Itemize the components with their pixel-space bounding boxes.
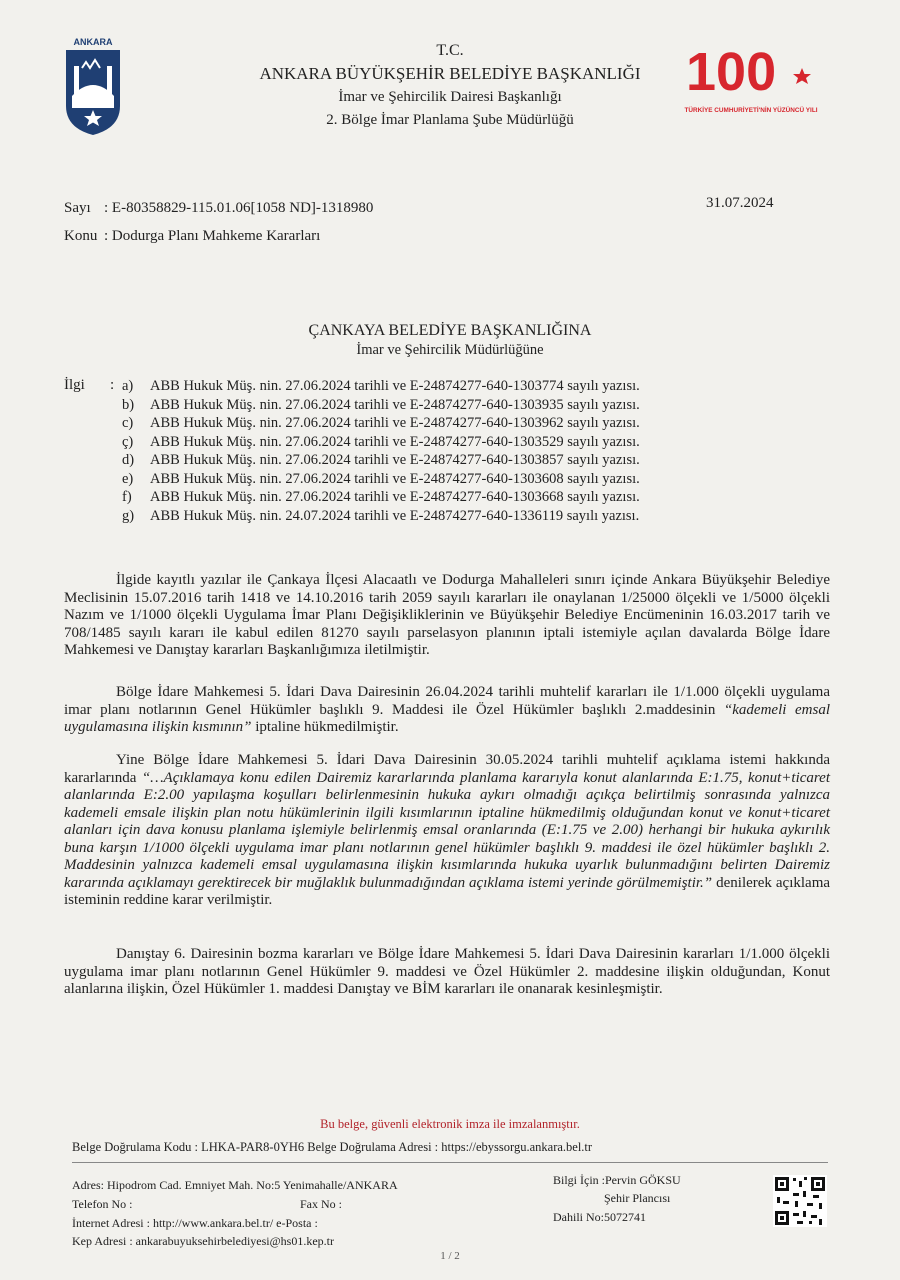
p2-quote: “kademeli emsal uygulamasına ilişkin kısmının” [64,701,830,735]
ilgi-item [122,415,640,434]
ilgi-letter: f) [122,489,132,505]
sayi-label: Sayı [64,200,91,216]
ilgi-item [122,434,640,453]
p3-text-b: denilerek açıklama isteminin reddine karar verilmiştir. [64,874,831,908]
ilgi-colon: : [110,377,115,393]
footer-internet: İnternet Adresi : http://www.ankara.bel.tr/ e-Posta : [72,1216,318,1230]
footer-contact-title: Şehir Plancısı [604,1191,671,1205]
p2-text-a: Bölge İdare Mahkemesi 5. İdari Dava Dairesinin 26.04.2024 tarihli muhtelif kararları ile 1/1.000 ölçekli uygulama imar planı notlarının Genel Hükümler başlıklı 9. Maddesi ile Özel Hükümler başlıklı 2.maddesinin [64,684,830,718]
p2-text-b: iptaline hükmedilmiştir. [255,719,399,735]
ilgi-label: İlgi [64,377,85,393]
header-institution: ANKARA BÜYÜKŞEHİR BELEDİYE BAŞKANLIĞI [259,64,641,83]
ilgi-letter: b) [122,396,135,413]
verification-line: Belge Doğrulama Kodu : LHKA-PAR8-0YH6 Belge Doğrulama Adresi : https://ebyssorgu.ankara.bel.tr [72,1140,593,1154]
body-paragraph-1: İlgide kayıtlı yazılar ile Çankaya İlçesi Alacaatlı ve Dodurga Mahalleleri sınırı içinde Ankara Büyükşehir Belediye Meclisinin 15.07.2016 tarih 1418 ve 14.10.2016 tarih 2059 sayılı kararları ile onaylanan 1/25000 ölçekli ve 1/5000 ölçekli Nazım ve 1/1000 ölçekli Uygulama İmar Planı Değişikliklerinin ve Büyükşehir Belediye Encümeninin 16.03.2017 tarih ve 708/1485 sayılı kararı ile kabul edilen 81270 sayılı parselasyon planının iptali istemiyle açılan davalarda Bölge İdare Mahkemesi ve Danıştay kararları Başkanlığımıza iletilmiştir. [64,572,830,658]
addressee-subtitle: İmar ve Şehircilik Müdürlüğüne [356,342,544,358]
ilgi-letter: a) [122,378,134,394]
konu-label: Konu [64,228,98,244]
body-paragraph-3 [64,752,830,910]
footer-phone: Telefon No : [72,1197,133,1211]
ilgi-text: ABB Hukuk Müş. nin. 27.06.2024 tarihli ve E-24874277-640-1303962 sayılı yazısı. [150,415,640,431]
ilgi-letter: g) [122,507,135,524]
footer-fax: Fax No : [300,1197,342,1211]
footer-address: Adres: Hipodrom Cad. Emniyet Mah. No:5 Yenimahalle/ANKARA [72,1178,398,1192]
footer-kep: Kep Adresi : ankarabuyuksehirbelediyesi@hs01.kep.tr [72,1234,334,1248]
ilgi-letter: e) [122,470,134,487]
ilgi-item [122,508,640,527]
ilgi-text: ABB Hukuk Müş. nin. 27.06.2024 tarihli ve E-24874277-640-1303608 sayılı yazısı. [150,470,640,487]
footer-contact-person: Bilgi İçin :Pervin GÖKSU [553,1173,681,1187]
footer-extension: Dahili No:5072741 [553,1210,646,1224]
ilgi-text: ABB Hukuk Müş. nin. 24.07.2024 tarihli ve E-24874277-640-1336119 sayılı yazısı. [150,507,640,524]
ilgi-letter: c) [122,415,134,431]
header-tc: T.C. [436,42,464,59]
header-branch: 2. Bölge İmar Planlama Şube Müdürlüğü [326,112,574,128]
esign-note: Bu belge, güvenli elektronik imza ile imzalanmıştır. [320,1117,580,1131]
p3-text-a: Yine Bölge İdare Mahkemesi 5. İdari Dava Dairesinin 30.05.2024 tarihli muhtelif açıklama istemi hakkında kararlarında [64,752,830,786]
ilgi-item [122,452,640,471]
centennial-caption: TÜRKİYE CUMHURİYETİ'NİN YÜZÜNCÜ YILI [684,107,818,114]
header-department: İmar ve Şehircilik Dairesi Başkanlığı [338,89,562,105]
centennial-logo [682,42,820,118]
page-number: 1 / 2 [440,1250,460,1262]
footer-divider [72,1162,828,1163]
ilgi-item [122,378,640,397]
ilgi-text: ABB Hukuk Müş. nin. 27.06.2024 tarihli ve E-24874277-640-1303529 sayılı yazısı. [150,433,640,450]
ilgi-text: ABB Hukuk Müş. nin. 27.06.2024 tarihli ve E-24874277-640-1303774 sayılı yazısı. [150,378,640,394]
ilgi-item [122,489,640,508]
ilgi-item [122,397,640,416]
body-paragraph-4: Danıştay 6. Dairesinin bozma kararları ve Bölge İdare Mahkemesi 5. İdari Dava Dairesinin kararları 1/1.000 ölçekli uygulama imar planı notlarının Genel Hükümler 9. maddesi ve Özel Hükümler 2. maddesine ilişkin olduğundan, Konut alanlarına ilişkin, Özel Hükümler 1. maddesi Danıştay ve BİM kararları ile onanarak kesinleşmiştir. [64,946,830,997]
konu-value: : Dodurga Planı Mahkeme Kararları [104,228,321,244]
ilgi-letter: d) [122,452,135,468]
qr-code [773,1175,827,1227]
ilgi-text: ABB Hukuk Müş. nin. 27.06.2024 tarihli ve E-24874277-640-1303668 sayılı yazısı. [150,489,640,505]
ilgi-list [122,378,640,526]
ilgi-item [122,471,640,490]
ilgi-letter: ç) [122,433,134,450]
sayi-value: : E-80358829-115.01.06[1058 ND]-1318980 [104,200,374,216]
addressee-title: ÇANKAYA BELEDİYE BAŞKANLIĞINA [308,322,592,339]
ilgi-text: ABB Hukuk Müş. nin. 27.06.2024 tarihli ve E-24874277-640-1303857 sayılı yazısı. [150,452,640,468]
centennial-number: 100 [686,42,777,102]
document-date: 31.07.2024 [706,195,774,211]
body-paragraph-2 [64,684,830,737]
ankara-logo-text: ANKARA [73,37,113,47]
ilgi-text: ABB Hukuk Müş. nin. 27.06.2024 tarihli ve E-24874277-640-1303935 sayılı yazısı. [150,396,640,413]
p3-quote: “…Açıklamaya konu edilen Dairemiz kararlarında planlama kararıyla konut alanlarında E:1.75, konut+ticaret alanlarında E:2.00 yapılaşma koşulları belirlenmesinin hukuka aykırı olmadığı açıkça belirtilmiş sonrasında yalnızca kademeli emsale ilişkin plan notu hükümlerinin ilgili kısımlarının iptaline hükmedilmiş olduğundan konut ve konut+ticaret alanları için dava konusu planlama işlemiyle belirlenmiş emsal oranlarında (E:1.75 ve 2.00) herhangi bir hukuka aykırılık buna karşın 1/1000 ölçekli uygulama imar planı notlarının genel hükümler başlıklı 9. maddesi ile özel hükümler başlıklı 2. Maddesinin yalnızca kademeli emsal uygulamasına ilişkin kısımlarında hukuka uyarlık bulunmadığını belirten Dairemiz kararında açıklamayı gerektirecek bir muğlaklık bulunmadığından açıklama istemi yerinde görülmemiştir.” [64,769,830,891]
